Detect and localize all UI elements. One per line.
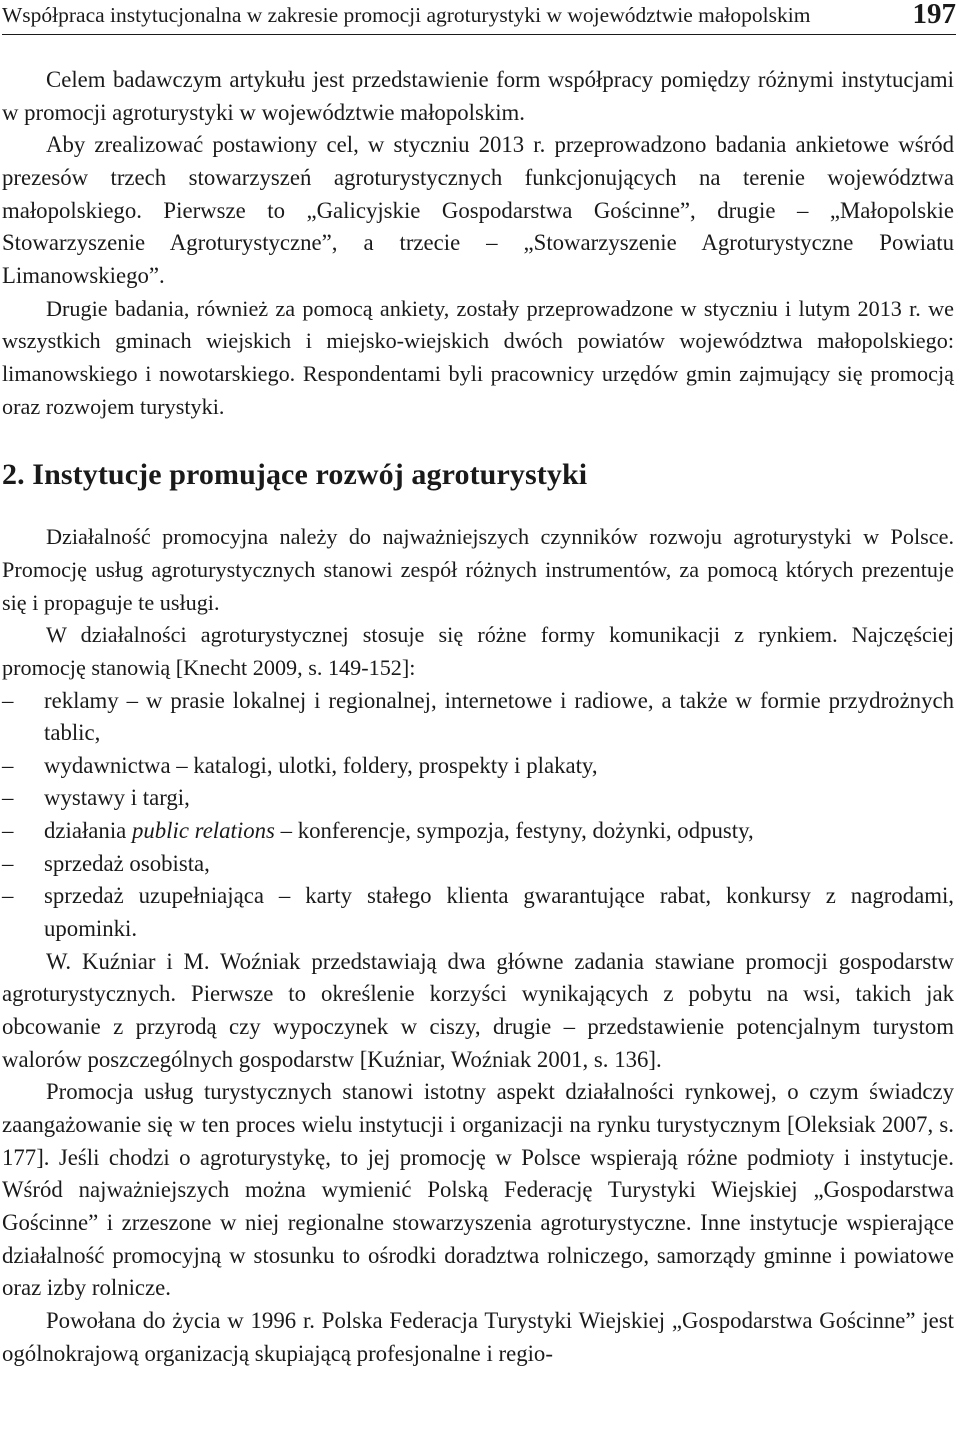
section-paragraph-forms: W działalności agroturystycznej stosuje się różne formy komunikacji z rynkiem. Najczęściej promocję stanowią [Knecht 2009, s. 149-152]: [2,622,954,680]
section-paragraph-federation: Powołana do życia w 1996 r. Polska Federacja Turystyki Wiejskiej „Gospodarstwa Gościnne” jest ogólnokrajową organizacją skupiającą profesjonalne i regio- [2,1307,954,1366]
list-dash: – [2,687,14,713]
list-item-text: wydawnictwa – katalogi, ulotki, foldery, prospekty i plakaty, [44,752,598,778]
list-dash: – [2,883,14,909]
section-paragraph-promotion: Działalność promocyjna należy do najważniejszych czynników rozwoju agroturystyki w Polsce. Promocję usług agroturystycznych stanowi zespół różnych instrumentów, za pomocą których prezentuje się i propaguje te usługi. [2,524,954,615]
list-item [2,782,954,815]
promotion-forms-list [2,685,954,946]
list-item [2,880,954,945]
running-title: Współpraca instytucjonalna w zakresie promocji agroturystyki w województwie małopolskim [2,3,811,27]
list-dash: – [2,818,14,844]
list-dash: – [2,850,14,876]
list-item-text: reklamy – w prasie lokalnej i regionalnej, internetowe i radiowe, a także w formie przydrożnych tablic, [44,687,954,746]
intro-paragraph-second-study: Drugie badania, również za pomocą ankiety, zostały przeprowadzone w styczniu i lutym 2013 r. we wszystkich gminach wiejskich i miejsko-wiejskich dwóch powiatów województwa małopolskiego: limanowskiego i nowotarskiego. Respondentami byli pracownicy urzędów gmin zajmujący się promocją oraz rozwojem turystyki. [2,295,954,419]
list-item-text: sprzedaż uzupełniająca – karty stałego klienta gwarantujące rabat, konkursy z nagrodami, upominki. [44,883,954,942]
section-heading: 2. Instytucje promujące rozwój agroturystyki [2,458,588,492]
page-body [2,64,954,1370]
list-item-text-end: – konferencje, sympozja, festyny, dożynki, odpusty, [274,818,754,844]
list-item [2,750,954,783]
list-item-italic-term: public relations [131,818,275,844]
list-item-text: sprzedaż osobista, [44,850,210,876]
list-item-text-start: działania [44,818,132,844]
list-item [2,685,954,750]
intro-paragraph-method: Aby zrealizować postawiony cel, w styczniu 2013 r. przeprowadzono badania ankietowe wśród prezesów trzech stowarzyszeń agroturystycznych funkcjonujących na terenie województwa małopolskiego. Pierwsze to „Galicyjskie Gospodarstwa Gościnne”, drugie – „Małopolskie Stowarzyszenie Agroturystyczne”, a trzecie – „Stowarzyszenie Agroturystyczne Powiatu Limanowskiego”. [2,132,954,288]
list-item-text: wystawy i targi, [44,785,190,811]
intro-paragraph-aim: Celem badawczym artykułu jest przedstawienie form współpracy pomiędzy różnymi instytucjami w promocji agroturystyki w województwie małopolskim. [2,67,954,125]
list-item [2,848,954,881]
running-header [2,0,956,35]
list-dash: – [2,785,14,811]
list-item [2,815,954,848]
page-number: 197 [912,0,956,30]
list-dash: – [2,752,14,778]
section-paragraph-institutions: Promocja usług turystycznych stanowi istotny aspekt działalności rynkowej, o czym świadczy zaangażowanie się w ten proces wielu instytucji i organizacji na rynku turystycznym [Oleksiak 2007, s. 177]. Jeśli chodzi o agroturystykę, to jej promocję w Polsce wspierają różne podmioty i instytucje. Wśród najważniejszych można wymienić Polską Federację Turystyki Wiejskiej „Gospodarstwa Gościnne” i zrzeszone w niej regionalne stowarzyszenia agroturystyczne. Inne instytucje wspierające działalność promocyjną w stosunku to ośrodki doradztwa rolniczego, samorządy gminne i powiatowe oraz izby rolnicze. [2,1079,954,1301]
section-paragraph-tasks: W. Kuźniar i M. Woźniak przedstawiają dwa główne zadania stawiane promocji gospodarstw agroturystycznych. Pierwsze to określenie korzyści wynikających z pobytu na wsi, takich jak obcowanie z przyrodą czy wypoczynek w ciszy, drugie – przedstawienie potencjalnym turystom walorów poszczególnych gospodarstw [Kuźniar, Woźniak 2001, s. 136]. [2,948,954,1072]
